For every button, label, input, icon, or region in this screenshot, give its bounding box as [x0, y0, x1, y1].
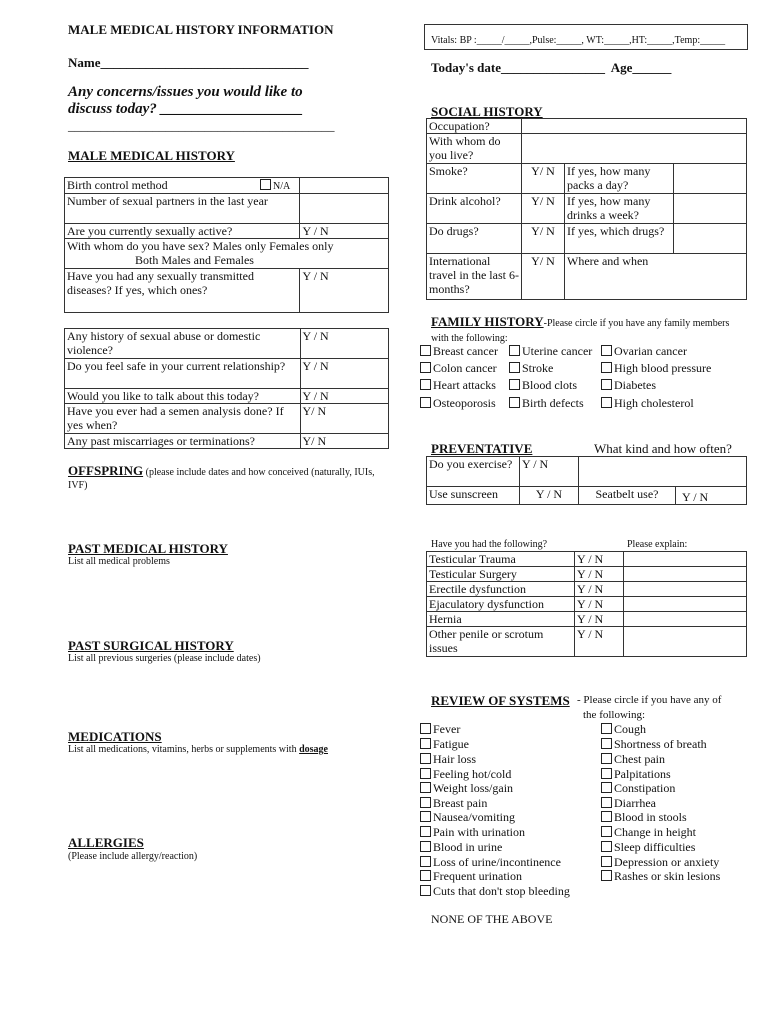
- table-cell[interactable]: Y / N: [575, 567, 624, 582]
- table-cell[interactable]: [300, 194, 389, 224]
- medications-heading: MEDICATIONS: [68, 729, 162, 744]
- allergies-note: (Please include allergy/reaction): [68, 851, 198, 862]
- table-row: [65, 178, 389, 194]
- checkbox[interactable]: [601, 797, 612, 808]
- table-cell[interactable]: Y / N: [300, 359, 389, 389]
- table-cell: Use sunscreen: [427, 487, 520, 505]
- table-cell: Testicular Trauma: [427, 552, 575, 567]
- checkbox[interactable]: [601, 856, 612, 867]
- family-history-section: [431, 314, 731, 346]
- table-cell[interactable]: Y/ N: [522, 194, 565, 224]
- family-item-blood-clots[interactable]: Blood clots: [509, 378, 577, 393]
- table-cell: Have you ever had a semen analysis done? If yes when?: [65, 404, 301, 434]
- table-cell[interactable]: Y / N: [300, 269, 389, 313]
- checkbox[interactable]: [420, 856, 431, 867]
- checkbox[interactable]: [601, 345, 612, 356]
- table-cell[interactable]: Y / N: [575, 627, 624, 657]
- ros-item-fever[interactable]: Fever: [420, 722, 460, 737]
- checkbox[interactable]: [601, 841, 612, 852]
- checkbox[interactable]: [420, 397, 431, 408]
- table-cell[interactable]: [624, 597, 747, 612]
- past-surgical-heading: PAST SURGICAL HISTORY: [68, 638, 234, 653]
- table-row: [427, 582, 747, 597]
- table-cell[interactable]: Y / N: [575, 612, 624, 627]
- offspring-heading: OFFSPRING: [68, 463, 144, 478]
- family-item-birth-defects[interactable]: Birth defects: [509, 396, 584, 411]
- male-conditions-table: [426, 551, 747, 657]
- table-cell[interactable]: [624, 567, 747, 582]
- form-title: MALE MEDICAL HISTORY INFORMATION: [68, 22, 334, 37]
- ros-item-palpitations[interactable]: Palpitations: [601, 767, 671, 782]
- table-row: [427, 627, 747, 657]
- table-cell: Would you like to talk about this today?: [65, 389, 301, 404]
- checkbox[interactable]: [601, 397, 612, 408]
- checkbox[interactable]: [509, 379, 520, 390]
- table-cell: Drink alcohol?: [427, 194, 522, 224]
- table-cell[interactable]: [624, 627, 747, 657]
- table-cell[interactable]: Y / N: [575, 582, 624, 597]
- ros-item-breast-pain[interactable]: Breast pain: [420, 796, 487, 811]
- table-cell[interactable]: Y/ N: [300, 434, 389, 449]
- ros-item-depression-anxiety[interactable]: Depression or anxiety: [601, 855, 719, 870]
- ros-item-change-in-height[interactable]: Change in height: [601, 825, 696, 840]
- na-label: N/A: [273, 181, 291, 192]
- family-history-heading: FAMILY HISTORY: [431, 314, 544, 329]
- ros-item-blood-in-urine[interactable]: Blood in urine: [420, 840, 502, 855]
- ros-item-rashes-skin-lesions[interactable]: Rashes or skin lesions: [601, 869, 720, 884]
- checkbox[interactable]: [420, 782, 431, 793]
- name-field[interactable]: Name________________________________: [68, 55, 309, 70]
- table-cell[interactable]: [674, 164, 747, 194]
- table-row: [65, 239, 389, 269]
- had-following-question: Have you had the following?: [431, 539, 548, 550]
- checkbox[interactable]: [601, 738, 612, 749]
- table-row: [427, 457, 747, 487]
- checkbox[interactable]: [420, 768, 431, 779]
- family-item-ovarian-cancer[interactable]: Ovarian cancer: [601, 344, 687, 359]
- checkbox[interactable]: [601, 811, 612, 822]
- table-cell[interactable]: [300, 178, 389, 194]
- table-row: [65, 224, 389, 239]
- allergies-heading: ALLERGIES: [68, 835, 144, 850]
- table-cell: Other penile or scrotum issues: [427, 627, 575, 657]
- table-cell: Hernia: [427, 612, 575, 627]
- family-item-breast-cancer[interactable]: Breast cancer: [420, 344, 498, 359]
- ros-note-2: the following:: [583, 709, 646, 721]
- table-cell[interactable]: Y/ N: [522, 224, 565, 254]
- table-cell: Do you feel safe in your current relationship?: [65, 359, 301, 389]
- concerns-label-2[interactable]: discuss today? ___________________: [68, 101, 304, 117]
- past-surgical-note: List all previous surgeries (please include dates): [68, 653, 261, 664]
- table-row: [65, 389, 389, 404]
- dosage-label: dosage: [299, 744, 328, 755]
- table-row: [427, 164, 747, 194]
- table-cell[interactable]: Y / N: [520, 457, 579, 487]
- family-item-stroke[interactable]: Stroke: [509, 361, 553, 376]
- social-history-table: [426, 118, 747, 300]
- table-cell: Have you had any sexually transmitted diseases? If yes, which ones?: [65, 269, 300, 313]
- table-cell[interactable]: [624, 582, 747, 597]
- table-row: [65, 404, 389, 434]
- table-row: [65, 434, 389, 449]
- checkbox[interactable]: [420, 826, 431, 837]
- checkbox[interactable]: [420, 362, 431, 373]
- table-cell[interactable]: Both Males and Females: [135, 253, 254, 267]
- table-cell[interactable]: [579, 457, 747, 487]
- table-row: [427, 119, 747, 134]
- checkbox[interactable]: [601, 782, 612, 793]
- offspring-note: (please include dates and how conceived (naturally, IUIs, IVF): [68, 467, 375, 491]
- preventative-question: What kind and how often?: [594, 441, 732, 456]
- checkbox[interactable]: [420, 841, 431, 852]
- ros-item-feeling-hot-cold[interactable]: Feeling hot/cold: [420, 767, 511, 782]
- table-cell: Occupation?: [427, 119, 522, 134]
- ros-item-cuts-bleeding[interactable]: Cuts that don't stop bleeding: [420, 884, 570, 899]
- ros-item-sleep-difficulties[interactable]: Sleep difficulties: [601, 840, 695, 855]
- table-row: [427, 134, 747, 164]
- ros-note: - Please circle if you have any of: [577, 694, 722, 706]
- ros-item-hair-loss[interactable]: Hair loss: [420, 752, 476, 767]
- checkbox[interactable]: [420, 723, 431, 734]
- vitals-box[interactable]: [424, 24, 748, 50]
- ros-item-loss-of-urine[interactable]: Loss of urine/incontinence: [420, 855, 561, 870]
- table-row: [427, 487, 747, 505]
- table-cell[interactable]: [624, 552, 747, 567]
- family-item-high-cholesterol[interactable]: High cholesterol: [601, 396, 694, 411]
- table-cell[interactable]: [674, 194, 747, 224]
- ros-item-pain-with-urination[interactable]: Pain with urination: [420, 825, 525, 840]
- table-cell[interactable]: Y / N: [300, 224, 389, 239]
- table-cell: Ejaculatory dysfunction: [427, 597, 575, 612]
- checkbox[interactable]: [420, 797, 431, 808]
- ros-item-blood-in-stools[interactable]: Blood in stools: [601, 810, 687, 825]
- safety-table: [64, 328, 389, 449]
- table-cell[interactable]: With whom do you have sex? Males only Females only: [67, 239, 334, 253]
- table-row: [65, 329, 389, 359]
- checkbox[interactable]: [601, 768, 612, 779]
- checkbox[interactable]: [601, 753, 612, 764]
- checkbox[interactable]: [420, 811, 431, 822]
- family-item-heart-attacks[interactable]: Heart attacks: [420, 378, 496, 393]
- table-row: [427, 612, 747, 627]
- checkbox[interactable]: [601, 870, 612, 881]
- checkbox[interactable]: [420, 870, 431, 881]
- table-cell: Do you exercise?: [427, 457, 520, 487]
- table-cell[interactable]: Y/ N: [522, 254, 565, 300]
- checkbox[interactable]: [420, 379, 431, 390]
- table-row: [65, 269, 389, 313]
- table-row: [427, 224, 747, 254]
- medications-note: List all medications, vitamins, herbs or supplements with dosage: [68, 744, 328, 755]
- past-medical-note: List all medical problems: [68, 556, 170, 567]
- table-cell: Are you currently sexually active?: [65, 224, 300, 239]
- family-item-high-blood-pressure[interactable]: High blood pressure: [601, 361, 711, 376]
- checkbox[interactable]: [260, 179, 271, 190]
- table-cell[interactable]: Where and when: [565, 254, 747, 300]
- checkbox[interactable]: [601, 379, 612, 390]
- table-row: [427, 254, 747, 300]
- table-row: [427, 194, 747, 224]
- table-cell: Seatbelt use?: [579, 487, 676, 505]
- ros-item-diarrhea[interactable]: Diarrhea: [601, 796, 656, 811]
- concerns-line-3[interactable]: _________________________________________: [68, 118, 335, 133]
- table-cell[interactable]: Y / N: [575, 597, 624, 612]
- table-cell[interactable]: [522, 134, 747, 164]
- table-cell: Erectile dysfunction: [427, 582, 575, 597]
- checkbox[interactable]: [509, 345, 520, 356]
- table-cell: International travel in the last 6-months?: [427, 254, 522, 300]
- male-history-heading: MALE MEDICAL HISTORY: [68, 148, 235, 163]
- family-item-uterine-cancer[interactable]: Uterine cancer: [509, 344, 592, 359]
- social-history-heading: SOCIAL HISTORY: [431, 104, 543, 119]
- date-age-field[interactable]: Today's date________________ Age______: [431, 60, 672, 75]
- ros-heading: REVIEW OF SYSTEMS: [431, 693, 570, 708]
- table-cell: Any history of sexual abuse or domestic violence?: [65, 329, 301, 359]
- ros-item-cough[interactable]: Cough: [601, 722, 646, 737]
- table-cell: Smoke?: [427, 164, 522, 194]
- family-item-colon-cancer[interactable]: Colon cancer: [420, 361, 497, 376]
- table-row: [427, 552, 747, 567]
- table-row: [427, 567, 747, 582]
- offspring-section: [68, 464, 388, 492]
- checkbox[interactable]: [509, 362, 520, 373]
- ros-none-of-the-above[interactable]: NONE OF THE ABOVE: [431, 912, 553, 926]
- please-explain-label: Please explain:: [627, 539, 688, 550]
- table-cell: Birth control method: [67, 178, 168, 192]
- checkbox[interactable]: [601, 362, 612, 373]
- table-cell[interactable]: Y / N: [300, 389, 389, 404]
- male-history-table: [64, 177, 389, 313]
- table-row: [427, 597, 747, 612]
- checkbox[interactable]: [509, 397, 520, 408]
- table-row: [65, 194, 389, 224]
- family-item-diabetes[interactable]: Diabetes: [601, 378, 656, 393]
- ros-item-nausea-vomiting[interactable]: Nausea/vomiting: [420, 810, 515, 825]
- table-cell: Number of sexual partners in the last year: [65, 194, 300, 224]
- ros-item-shortness-of-breath[interactable]: Shortness of breath: [601, 737, 707, 752]
- past-medical-heading: PAST MEDICAL HISTORY: [68, 541, 228, 556]
- table-cell: If yes, how many packs a day?: [565, 164, 674, 194]
- checkbox[interactable]: [601, 826, 612, 837]
- family-item-osteoporosis[interactable]: Osteoporosis: [420, 396, 496, 411]
- vitals-text: Vitals: BP :_____/_____,Pulse:_____, WT:_____,HT:_____,Temp:_____: [431, 35, 726, 46]
- checkbox[interactable]: [420, 885, 431, 896]
- table-cell: If yes, how many drinks a week?: [565, 194, 674, 224]
- table-cell[interactable]: Y/ N: [300, 404, 389, 434]
- table-cell[interactable]: Y / N: [300, 329, 389, 359]
- table-cell[interactable]: [674, 224, 747, 254]
- table-cell: Any past miscarriages or terminations?: [65, 434, 301, 449]
- table-cell: With whom do you live?: [427, 134, 522, 164]
- ros-item-chest-pain[interactable]: Chest pain: [601, 752, 665, 767]
- concerns-label-1: Any concerns/issues you would like to: [68, 84, 303, 100]
- ros-item-constipation[interactable]: Constipation: [601, 781, 675, 796]
- family-history-note: -Please circle if you have any family members with the following:: [431, 318, 730, 344]
- ros-item-weight-loss-gain[interactable]: Weight loss/gain: [420, 781, 513, 796]
- table-cell: Do drugs?: [427, 224, 522, 254]
- table-cell[interactable]: [624, 612, 747, 627]
- table-cell[interactable]: Y/ N: [522, 164, 565, 194]
- checkbox[interactable]: [420, 345, 431, 356]
- checkbox[interactable]: [601, 723, 612, 734]
- checkbox[interactable]: [420, 753, 431, 764]
- ros-item-fatigue[interactable]: Fatigue: [420, 737, 469, 752]
- table-cell[interactable]: Y / N: [520, 487, 579, 505]
- table-cell: Testicular Surgery: [427, 567, 575, 582]
- preventative-table: [426, 456, 747, 505]
- ros-item-frequent-urination[interactable]: Frequent urination: [420, 869, 522, 884]
- checkbox[interactable]: [420, 738, 431, 749]
- table-cell[interactable]: Y / N: [676, 487, 747, 505]
- preventative-heading: PREVENTATIVE: [431, 441, 533, 456]
- table-cell[interactable]: Y / N: [575, 552, 624, 567]
- table-row: [65, 359, 389, 389]
- table-cell: If yes, which drugs?: [565, 224, 674, 254]
- table-cell[interactable]: [522, 119, 747, 134]
